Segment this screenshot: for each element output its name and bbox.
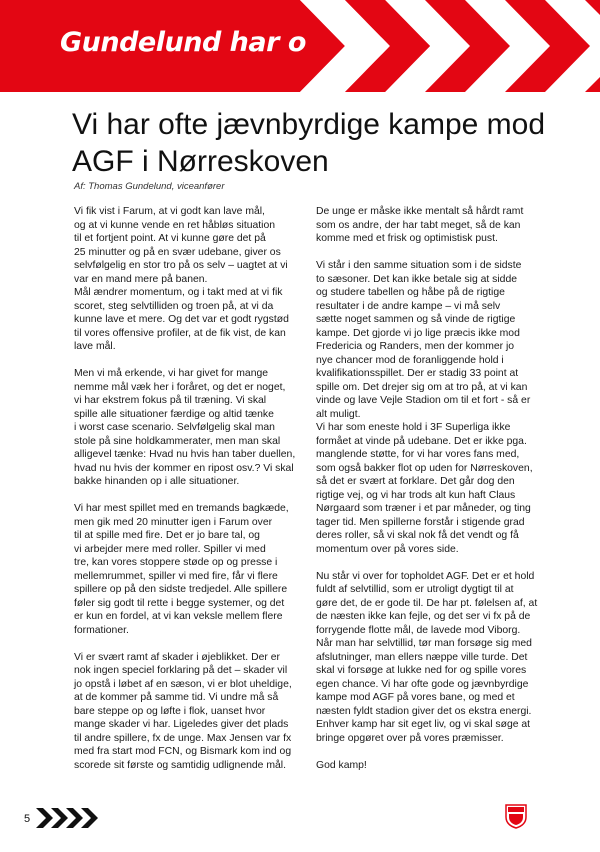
- paragraph: Men vi må erkende, vi har givet for mange nemme mål væk her i foråret, og det er noget, vi har ekstrem fokus på til træning. Vi skal spille alle situationer færdige og altid tænke i worst case scenario. Selvfølgelig skal man stole på sine holdkammerater, men man skal alligevel tænke: Hvad nu hvis han taber duellen, hvad nu hvis der kommer en ripost osv.? Vi skal bakke hinanden op i alle situationer.: [74, 368, 296, 487]
- paragraph: De unge er måske ikke mentalt så hårdt ramt som os andre, der har tabt meget, så de kan komme med et frisk og optimistisk pust.: [316, 206, 524, 244]
- article-column-left: [74, 205, 306, 786]
- paragraph: Vi er svært ramt af skader i øjeblikket. Der er nok ingen speciel forklaring på det – skader vil jo opstå i løbet af en sæson, vi er blot uheldige, at de kommer på samme tid. Vi undre må så bare steppe op og løfte i flok, uanset hvor mange skader vi har. Ligeledes giver det plads til andre spillere, fx de unge. Max Jensen var fx med fra start mod FCN, og Bismark kom ind og scorede sit første og samtidig udlignende mål.: [74, 651, 292, 771]
- article-column-right: [316, 205, 548, 786]
- article-byline: Af: Thomas Gundelund, viceanfører: [74, 181, 225, 192]
- article-headline: Vi har ofte jævnbyrdige kampe mod AGF i Nørreskoven: [72, 108, 546, 178]
- header-banner: [0, 0, 600, 92]
- paragraph: Vi fik vist i Farum, at vi godt kan lave mål, og at vi kunne vende en ret håbløs situation til et fortjent point. At vi kunne gøre det på 25 minutter og på en svær udebane, giver os selvfølgelig en stor tro på os selv – uagtet at vi var en mand mere på banen. Mål ændrer momentum, og i takt med at vi fik scoret, steg selvtilliden og troen på, at vi da kunne lave et mere. Og det var et godt rygstød til vores offensive profiler, at de fik vist, de kan lave mål.: [74, 206, 289, 352]
- page-number: 5: [24, 813, 31, 825]
- club-crest-logo: [505, 803, 527, 829]
- paragraph: Nu står vi over for topholdet AGF. Det er et hold fuldt af selvtillid, som er utroligt dygtigt til at gøre det, de er gode til. De har pt. følelsen af, at de næsten ikke kan fejle, og det ser vi fx på de forrygende flotte mål, de lavede mod Viborg. Når man har selvtillid, tør man forsøge sig med afslutninger, man ellers næppe ville turde. Det skal vi forsøge at lukke ned for og spille vores egen chance. Vi har ofte gode og jævnbyrdige kampe mod AGF på vores bane, og med et næsten fyldt stadion giver det os ekstra energi. Enhver kamp har sit eget liv, og vi skal søge at bringe opgøret over på vores præmisser.: [316, 570, 538, 744]
- banner-title: Gundelund har o: [60, 27, 306, 58]
- banner-chevron-mask: [0, 0, 600, 92]
- paragraph: Vi har mest spillet med en tremands bagkæde, men gik med 20 minutter igen i Farum over til at spille med fire. Det er jo bare tal, og vi arbejder mere med roller. Spiller vi med tre, kan vores stoppere støde op og presse i mellemrummet, spiller vi med fire, får vi flere spillere op på den sidste tredjedel. Alle spillere føler sig godt til rette i begge systemer, og det er kun en fordel, at vi kan veksle mellem flere formationer.: [74, 503, 289, 636]
- paragraph: Vi står i den samme situation som i de sidste to sæsoner. Det kan ikke betale sig at sidde og studere tabellen og håbe på de rigtige resultater i de andre kampe – vi må selv sætte noget sammen og så vinde de rigtige kampe. Det gjorde vi jo lige præcis ikke mod Fredericia og Randers, men der kommer jo nye chancer mod de foranliggende hold i kvalifikationsspillet. Der er stadig 33 point at spille om. Det drejer sig om at tro på, at vi kan vinde og lave Vejle Stadion om til et fort - så er alt muligt. Vi har som eneste hold i 3F Superliga ikke formået at vinde på udebane. Det er ikke pga. manglende støtte, for vi har vores fans med, som også bakker flot op uden for Nørreskoven, så det er svært at forklare. Det går dog den rigtige vej, og vi har trods alt kun haft Claus Nørgaard som træner i et par måneder, og ting tager tid. Men spillerne forstår i stigende grad deres roller, så vi skal nok få det vendt og få momentum over på vores side.: [316, 260, 533, 555]
- paragraph: God kamp!: [316, 759, 367, 771]
- chevron-arrows-icon: [36, 808, 100, 828]
